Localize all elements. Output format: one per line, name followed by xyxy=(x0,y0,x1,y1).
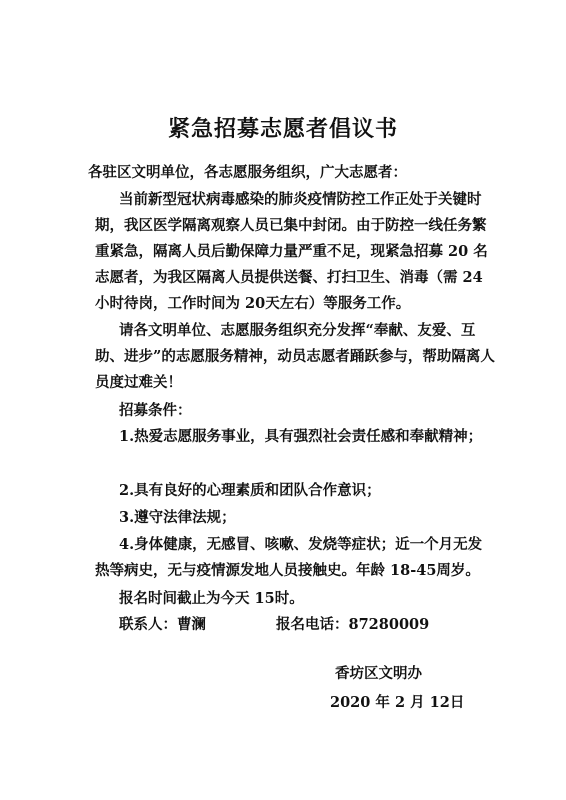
requirement-item-3: 3.遵守法律法规； xyxy=(119,509,236,526)
contact-line xyxy=(119,612,430,638)
deadline-text: 报名时间截止为今天 15时。 xyxy=(119,590,304,607)
requirement-item-4: 4.身体健康，无感冒、咳嗽、发烧等症状；近一个月无发热等病史，无与疫情源发地人员接触史。年龄 18-45周岁。 xyxy=(95,536,483,579)
requirement-item-1: 1.热爱志愿服务事业，具有强烈社会责任感和奉献精神； xyxy=(119,428,483,445)
document-title: 紧急招募志愿者倡议书 xyxy=(167,116,398,142)
contact-person: 联系人：曹澜 xyxy=(119,616,206,633)
salutation: 各驻区文明单位，各志愿服务组织，广大志愿者： xyxy=(88,164,407,181)
paragraph-situation: 当前新型冠状病毒感染的肺炎疫情防控工作正处于关键时期，我区医学隔离观察人员已集中封闭。由于防控一线任务繁重紧急，隔离人员后勤保障力量严重不足，现紧急招募 20 名志愿者，为我区隔离人员提供送餐、打扫卫生、消毒（需 24 小时待岗，工作时间为 20天左右）等服务工作。 xyxy=(95,191,488,312)
requirement-item-2: 2.具有良好的心理素质和团队合作意识； xyxy=(119,482,381,499)
requirements-heading: 招募条件： xyxy=(119,402,192,419)
issue-date: 2020 年 2 月 12日 xyxy=(330,694,465,711)
signer: 香坊区文明办 xyxy=(335,665,422,682)
contact-phone: 报名电话：87280009 xyxy=(276,616,430,633)
paragraph-appeal: 请各文明单位、志愿服务组织充分发挥“奉献、友爱、互助、进步”的志愿服务精神，动员志愿者踊跃参与，帮助隔离人员度过难关！ xyxy=(95,322,495,391)
